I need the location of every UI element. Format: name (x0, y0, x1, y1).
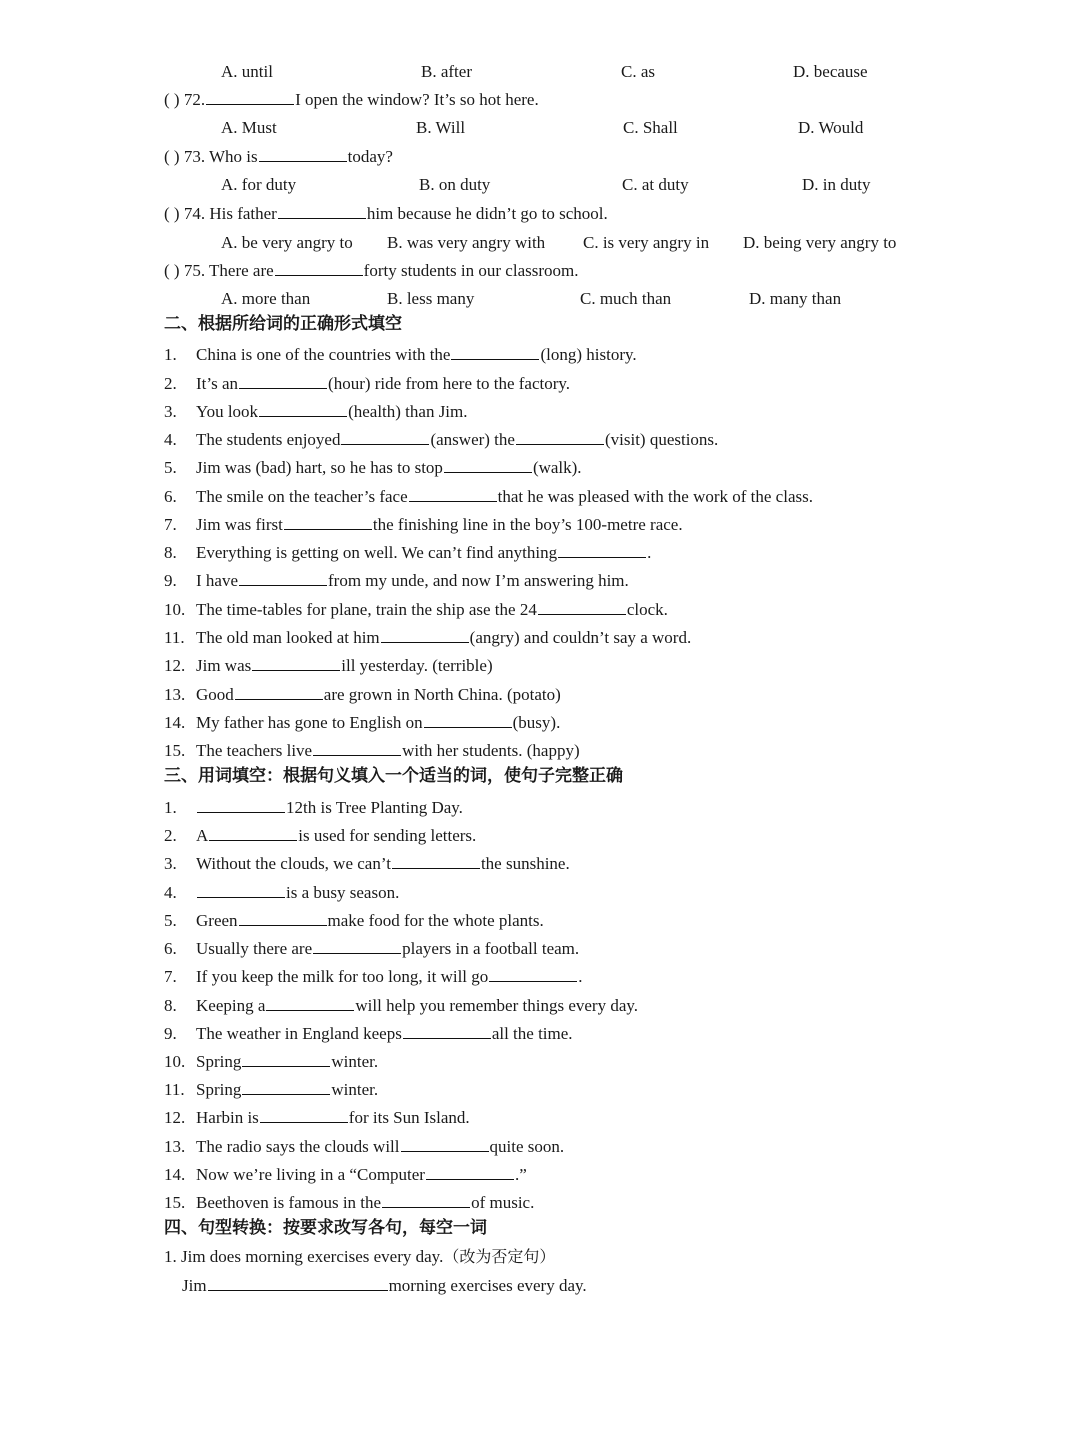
s2-item: 10. The time-tables for plane, train the ship ase the 24 clock. (164, 600, 668, 619)
s4-answer-blank[interactable] (208, 1275, 388, 1291)
s2-item: 2. It’s an (hour) ride from here to the factory. (164, 374, 571, 393)
s2-item: 6. The smile on the teacher’s face that he was pleased with the work of the class. (164, 487, 813, 506)
s3-item: 15. Beethoven is famous in the of music. (164, 1193, 535, 1212)
s3-blank[interactable] (382, 1192, 470, 1208)
q72-option-a: A. Must (221, 118, 277, 137)
s3-blank[interactable] (242, 1079, 330, 1095)
s2-blank[interactable] (381, 627, 469, 643)
q73-prefix: ( ) 73. Who is (164, 147, 258, 166)
q72-option-d: D. Would (798, 118, 864, 137)
q74-prefix: ( ) 74. His father (164, 204, 277, 223)
q74-option-c: C. is very angry in (583, 233, 710, 252)
s3-item: 1. 12th is Tree Planting Day. (164, 798, 463, 817)
s3-blank[interactable] (266, 995, 354, 1011)
q71-option-c: C. as (621, 62, 655, 81)
s4-q1-note: （改为否定句） (443, 1247, 556, 1266)
q74-option-a: A. be very angry to (221, 233, 353, 252)
s3-blank[interactable] (392, 853, 480, 869)
s4-q1 (164, 1246, 555, 1268)
s3-item: 4. is a busy season. (164, 883, 400, 902)
s3-blank[interactable] (313, 938, 401, 954)
s3-item: 3. Without the clouds, we can’t the sunshine. (164, 854, 570, 873)
q73-option-b: B. on duty (419, 175, 491, 194)
s2-item: 7. Jim was first the finishing line in the boy’s 100-metre race. (164, 515, 683, 534)
s3-blank[interactable] (489, 966, 577, 982)
q74-after: him because he didn’t go to school. (366, 204, 608, 223)
s3-item: 5. Green make food for the whote plants. (164, 911, 544, 930)
s3-blank[interactable] (209, 825, 297, 841)
s3-blank[interactable] (197, 882, 285, 898)
q72-stem (164, 89, 539, 111)
q73-stem (164, 146, 393, 168)
s2-item: 4. The students enjoyed (answer) the (visit) questions. (164, 430, 719, 449)
s2-blank[interactable] (558, 542, 646, 558)
q75-after: forty students in our classroom. (363, 261, 579, 280)
q72-after: I open the window? It’s so hot here. (295, 90, 539, 109)
s4-q1-text: 1. Jim does morning exercises every day. (164, 1247, 444, 1266)
s3-blank[interactable] (242, 1051, 330, 1067)
s2-blank[interactable] (313, 740, 401, 756)
s3-item: 13. The radio says the clouds will quite soon. (164, 1137, 565, 1156)
q73-blank[interactable] (259, 146, 347, 162)
s3-item: 10. Spring winter. (164, 1052, 379, 1071)
q73-after: today? (347, 147, 393, 166)
s3-item: 11. Spring winter. (164, 1080, 379, 1099)
s2-blank[interactable] (516, 429, 604, 445)
q71-option-a: A. until (221, 62, 273, 81)
s2-item: 3. You look (health) than Jim. (164, 402, 468, 421)
s3-item: 14. Now we’re living in a “Computer .” (164, 1165, 527, 1184)
s2-item: 5. Jim was (bad) hart, so he has to stop (walk). (164, 458, 582, 477)
s3-blank[interactable] (403, 1023, 491, 1039)
s2-item: 11. The old man looked at him (angry) and couldn’t say a word. (164, 628, 692, 647)
s2-blank[interactable] (451, 344, 539, 360)
q73-option-c: C. at duty (622, 175, 689, 194)
s2-item: 12. Jim was ill yesterday. (terrible) (164, 656, 493, 675)
s2-blank[interactable] (444, 457, 532, 473)
q75-prefix: ( ) 75. There are (164, 261, 274, 280)
s4-answer-prefix: Jim (182, 1276, 207, 1295)
s2-blank[interactable] (538, 599, 626, 615)
section2-heading: 二、根据所给词的正确形式填空 (164, 314, 402, 334)
s2-blank[interactable] (259, 401, 347, 417)
q74-stem (164, 203, 608, 225)
s2-blank[interactable] (409, 486, 497, 502)
s3-item: 6. Usually there are players in a football team. (164, 939, 580, 958)
q72-option-c: C. Shall (623, 118, 678, 137)
q75-option-a: A. more than (221, 289, 311, 308)
q74-option-b: B. was very angry with (387, 233, 546, 252)
s2-blank[interactable] (235, 684, 323, 700)
s2-item: 14. My father has gone to English on (busy). (164, 713, 561, 732)
s4-answer-suffix: morning exercises every day. (388, 1276, 587, 1295)
q72-prefix: ( ) 72. (164, 90, 206, 109)
q74-option-d: D. being very angry to (743, 233, 897, 252)
q75-option-c: C. much than (580, 289, 672, 308)
q72-blank[interactable] (206, 89, 294, 105)
q75-stem (164, 260, 579, 282)
s3-blank[interactable] (239, 910, 327, 926)
q75-option-d: D. many than (749, 289, 842, 308)
q73-option-d: D. in duty (802, 175, 871, 194)
s3-item: 8. Keeping a will help you remember things every day. (164, 996, 639, 1015)
q71-option-d: D. because (793, 62, 868, 81)
s2-blank[interactable] (239, 570, 327, 586)
s3-item: 12. Harbin is for its Sun Island. (164, 1108, 470, 1127)
s2-blank[interactable] (284, 514, 372, 530)
s3-blank[interactable] (426, 1164, 514, 1180)
s2-item: 15. The teachers live with her students. (happy) (164, 741, 580, 760)
section4-heading: 四、句型转换：按要求改写各句，每空一词 (164, 1218, 487, 1238)
s2-item: 1. China is one of the countries with the (long) history. (164, 345, 637, 364)
s3-item: 2. A is used for sending letters. (164, 826, 477, 845)
s3-blank[interactable] (260, 1107, 348, 1123)
q75-option-b: B. less many (387, 289, 475, 308)
q71-option-b: B. after (421, 62, 472, 81)
s3-item: 9. The weather in England keeps all the time. (164, 1024, 573, 1043)
s4-q1-answer (182, 1275, 587, 1297)
s2-item: 9. I have from my unde, and now I’m answering him. (164, 571, 629, 590)
q73-option-a: A. for duty (221, 175, 297, 194)
s2-blank[interactable] (252, 655, 340, 671)
s3-item: 7. If you keep the milk for too long, it will go . (164, 967, 583, 986)
q74-blank[interactable] (278, 203, 366, 219)
s3-blank[interactable] (197, 797, 285, 813)
s2-item: 8. Everything is getting on well. We can’t find anything . (164, 543, 652, 562)
section3-heading: 三、用词填空：根据句义填入一个适当的词，使句子完整正确 (164, 766, 623, 786)
q75-blank[interactable] (275, 260, 363, 276)
s2-blank[interactable] (239, 373, 327, 389)
s3-blank[interactable] (401, 1136, 489, 1152)
s2-item: 13. Good are grown in North China. (potato) (164, 685, 561, 704)
s2-blank[interactable] (424, 712, 512, 728)
q72-option-b: B. Will (416, 118, 466, 137)
s2-blank[interactable] (341, 429, 429, 445)
